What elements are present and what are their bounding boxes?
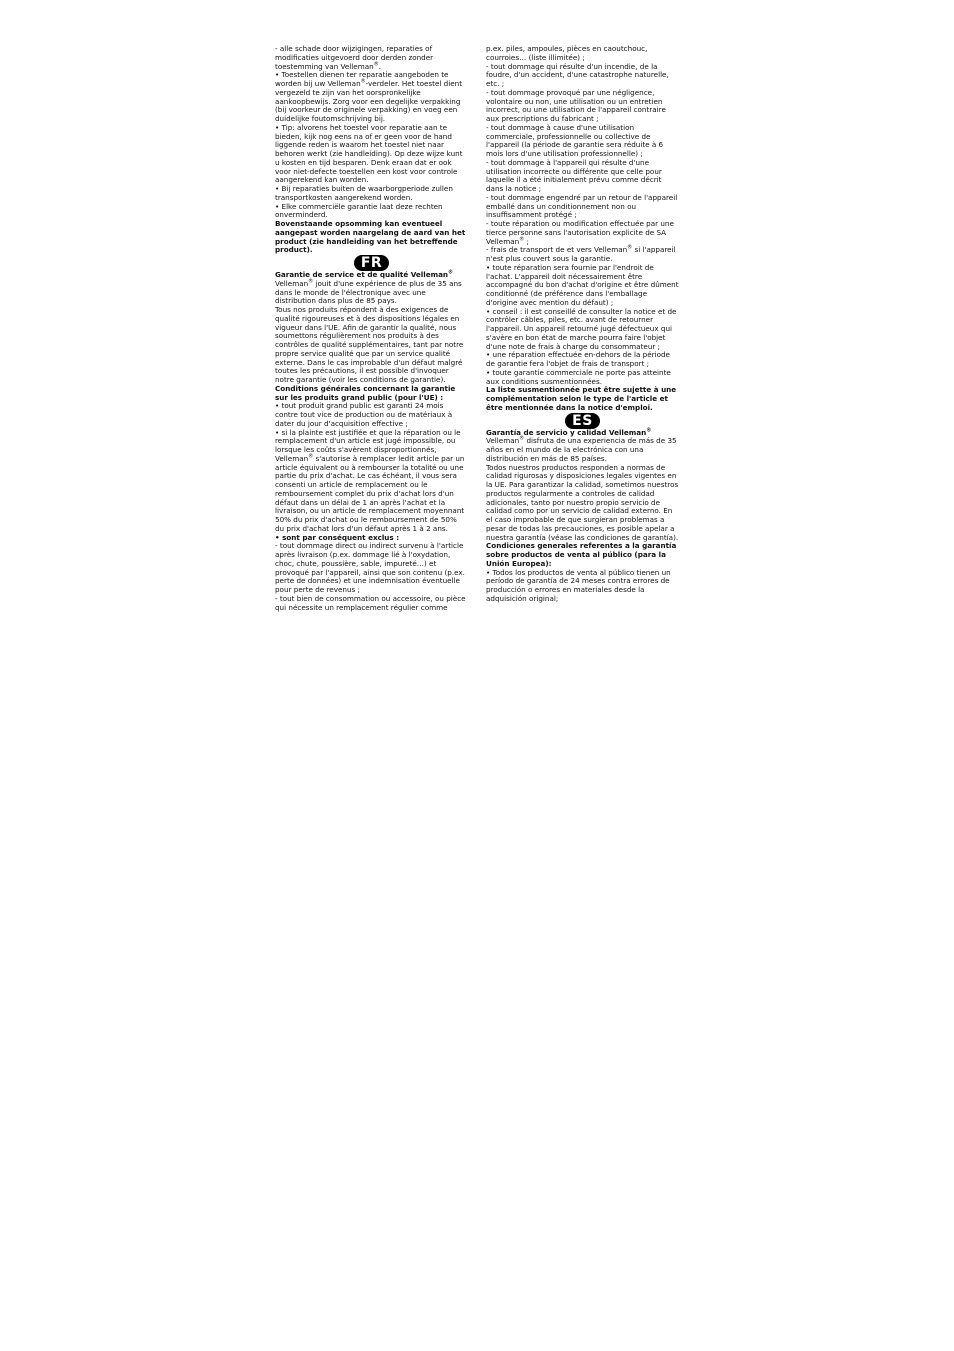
fr-conditions-title: Conditions générales concernant la garantie sur les produits grand public (pour l'UE) :: [275, 383, 456, 402]
fr-item: - tout dommage à cause d'une utilisation commerciale, professionnelle ou collective de l'appareil (la période de garantie sera réduite à 6 mois lors d'une utilisation professionnelle) ;: [486, 122, 664, 158]
nl-item: - alle schade door wijzigingen, reparaties of modificaties uitgevoerd door derden zonder toestemming van Velleman®.: [275, 44, 434, 71]
es-badge-label: ES: [565, 413, 600, 429]
fr-item: • si la plainte est justifiée et que la réparation ou le remplacement d'un article est jugé impossible, ou lorsque les coûts s'avèrent disproportionnés, Velleman® s'autorise à remplacer ledit article par un article équivalent ou à rembourser la totalité ou une partie du prix d'achat. Le cas échéant, il vous sera consenti un article de remplacement ou le remboursement complet du prix d'achat lors d'un défaut dans un délai de 1 an après l'achat et la livraison, ou un article de remplacement moyennant 50% du prix d'achat ou le remboursement de 50% du prix d'achat lors d'un défaut après 1 à 2 ans.: [275, 427, 465, 533]
fr-note: La liste susmentionnée peut être sujette à une complémentation selon le type de l'article et être mentionnée dans la notice d'emploi.: [486, 385, 677, 412]
fr-item: • tout produit grand public est garanti 24 mois contre tout vice de production ou de matériaux à dater du jour d'acquisition effective ;: [275, 401, 453, 428]
fr-item: • une réparation effectuée en-dehors de la période de garantie fera l'objet de frais de transport ;: [486, 350, 670, 368]
fr-item: - tout dommage engendré par un retour de l'appareil emballé dans un conditionnement non ou insuffisamment protégé ;: [486, 192, 678, 220]
fr-item: - tout dommage provoqué par une négligence, volontaire ou non, une utilisation ou un entretien incorrect, ou une utilisation de l'appareil contraire aux prescriptions du fabricant ;: [486, 87, 666, 123]
right-column: [486, 45, 679, 604]
nl-item: • Elke commerciële garantie laat deze rechten onverminderd.: [275, 201, 443, 220]
es-section-title: Garantía de servicio y calidad Velleman®: [486, 427, 652, 437]
fr-language-badge: [275, 255, 468, 271]
fr-item: - tout dommage à l'appareil qui résulte d'une utilisation incorrecte ou différente que celle pour laquelle il a été initialement prévu comme décrit dans la notice ;: [486, 157, 662, 193]
fr-item: • toute réparation sera fournie par l'endroit de l'achat. L'appareil doit nécessairement être accompagné du bon d'achat d'origine et être dûment conditionné (de préférence dans l'emballage d'origine avec mention du défaut) ;: [486, 262, 679, 307]
nl-item: • Toestellen dienen ter reparatie aangeboden te worden bij uw Velleman®-verdeler. Het toestel dient vergezeld te zijn van het oorspronkelijke aankoopbewijs. Zorg voor een degelijke verpakking (bij voorkeur de originele verpakking) en voeg een duidelijke foutomschrijving bij.: [275, 70, 463, 123]
es-intro: Velleman® disfruta de una experiencia de más de 35 años en el mundo de la electrónica con una distribución en más de 85 países.: [486, 435, 677, 463]
nl-note: Bovenstaande opsomming kan eventueel aangepast worden naargelang de aard van het product (zie handleiding van het betreffende product).: [275, 219, 466, 255]
fr-item: - toute réparation ou modification effectuée par une tierce personne sans l'autorisation explicite de SA Velleman® ;: [486, 219, 674, 246]
es-body: Todos nuestros productos responden a normas de calidad rigurosas y disposiciones legales vigentes en la UE. Para garantizar la calidad, sometimos nuestros productos regularmente a controles de calidad adicionales, tanto por nuestro propio servicio de calidad como por un servicio de calidad externo. En el caso improbable de que surgieran problemas a pesar de todas las precauciones, es posible apelar a nuestra garantía (véase las condiciones de garantía).: [486, 462, 679, 542]
fr-intro: Velleman® jouit d'une expérience de plus de 35 ans dans le monde de l'électronique avec une distribution dans plus de 85 pays.: [275, 278, 462, 306]
nl-item: • Bij reparaties buiten de waarborgperiode zullen transportkosten aangerekend worden.: [275, 184, 453, 202]
fr-item: - tout dommage qui résulte d'un incendie, de la foudre, d'un accident, d'une catastrophe naturelle, etc. ;: [486, 61, 669, 88]
fr-section-title: Garantie de service et de qualité Velleman®: [275, 269, 454, 279]
es-item: • Todos los productos de venta al público tienen un período de garantía de 24 meses contra errores de producción o errores en materiales desde la adquisición original;: [486, 567, 671, 603]
fr-item: • conseil : il est conseillé de consulter la notice et de contrôler câbles, piles, etc. avant de retourner l'appareil. Un appareil retourné jugé défectueux qui s'avère en bon état de marche pourra faire l'objet d'une note de frais à charge du consommateur ;: [486, 306, 677, 351]
fr-excluded-item: - tout dommage direct ou indirect survenu à l'article après livraison (p.ex. dommage lié à l'oxydation, choc, chute, poussière, sable, impureté…) et provoqué par l'appareil, ainsi que son contenu (p.ex. perte de données) et une indemnisation éventuelle pour perte de revenus ;: [275, 541, 465, 594]
nl-item: • Tip: alvorens het toestel voor reparatie aan te bieden, kijk nog eens na of er geen voor de hand liggende reden is waarom het toestel niet naar behoren werkt (zie handleiding). Op deze wijze kunt u kosten en tijd besparen. Denk eraan dat er ook voor niet-defecte toestellen een kost voor controle aangerekend kan worden.: [275, 122, 463, 185]
fr-body: Tous nos produits répondent à des exigences de qualité rigoureuses et à des dispositions légales en vigueur dans l'UE. Afin de garantir la qualité, nous soumettons régulièrement nos produits à des contrôles de qualité supplémentaires, tant par notre propre service qualité que par un service qualité externe. Dans le cas improbable d'un défaut malgré toutes les précautions, il est possible d'invoquer notre garantie (voir les conditions de garantie).: [275, 305, 464, 384]
fr-excluded-title: • sont par conséquent exclus :: [275, 532, 400, 542]
es-language-badge: [486, 413, 679, 429]
es-conditions-title: Condiciones generales referentes a la garantía sobre productos de venta al público (para la Unión Europea):: [486, 541, 677, 568]
fr-badge-label: FR: [354, 255, 389, 271]
fr-item: - frais de transport de et vers Velleman® si l'appareil n'est plus couvert sous la garantie.: [486, 244, 676, 263]
fr-item: • toute garantie commerciale ne porte pas atteinte aux conditions susmentionnées.: [486, 367, 671, 386]
fr-excluded-item: - tout bien de consommation ou accessoire, ou pièce qui nécessite un remplacement régulier comme: [275, 593, 466, 612]
fr-item: p.ex. piles, ampoules, pièces en caoutchouc, courroies… (liste illimitée) ;: [486, 44, 648, 62]
left-column: [275, 45, 468, 612]
